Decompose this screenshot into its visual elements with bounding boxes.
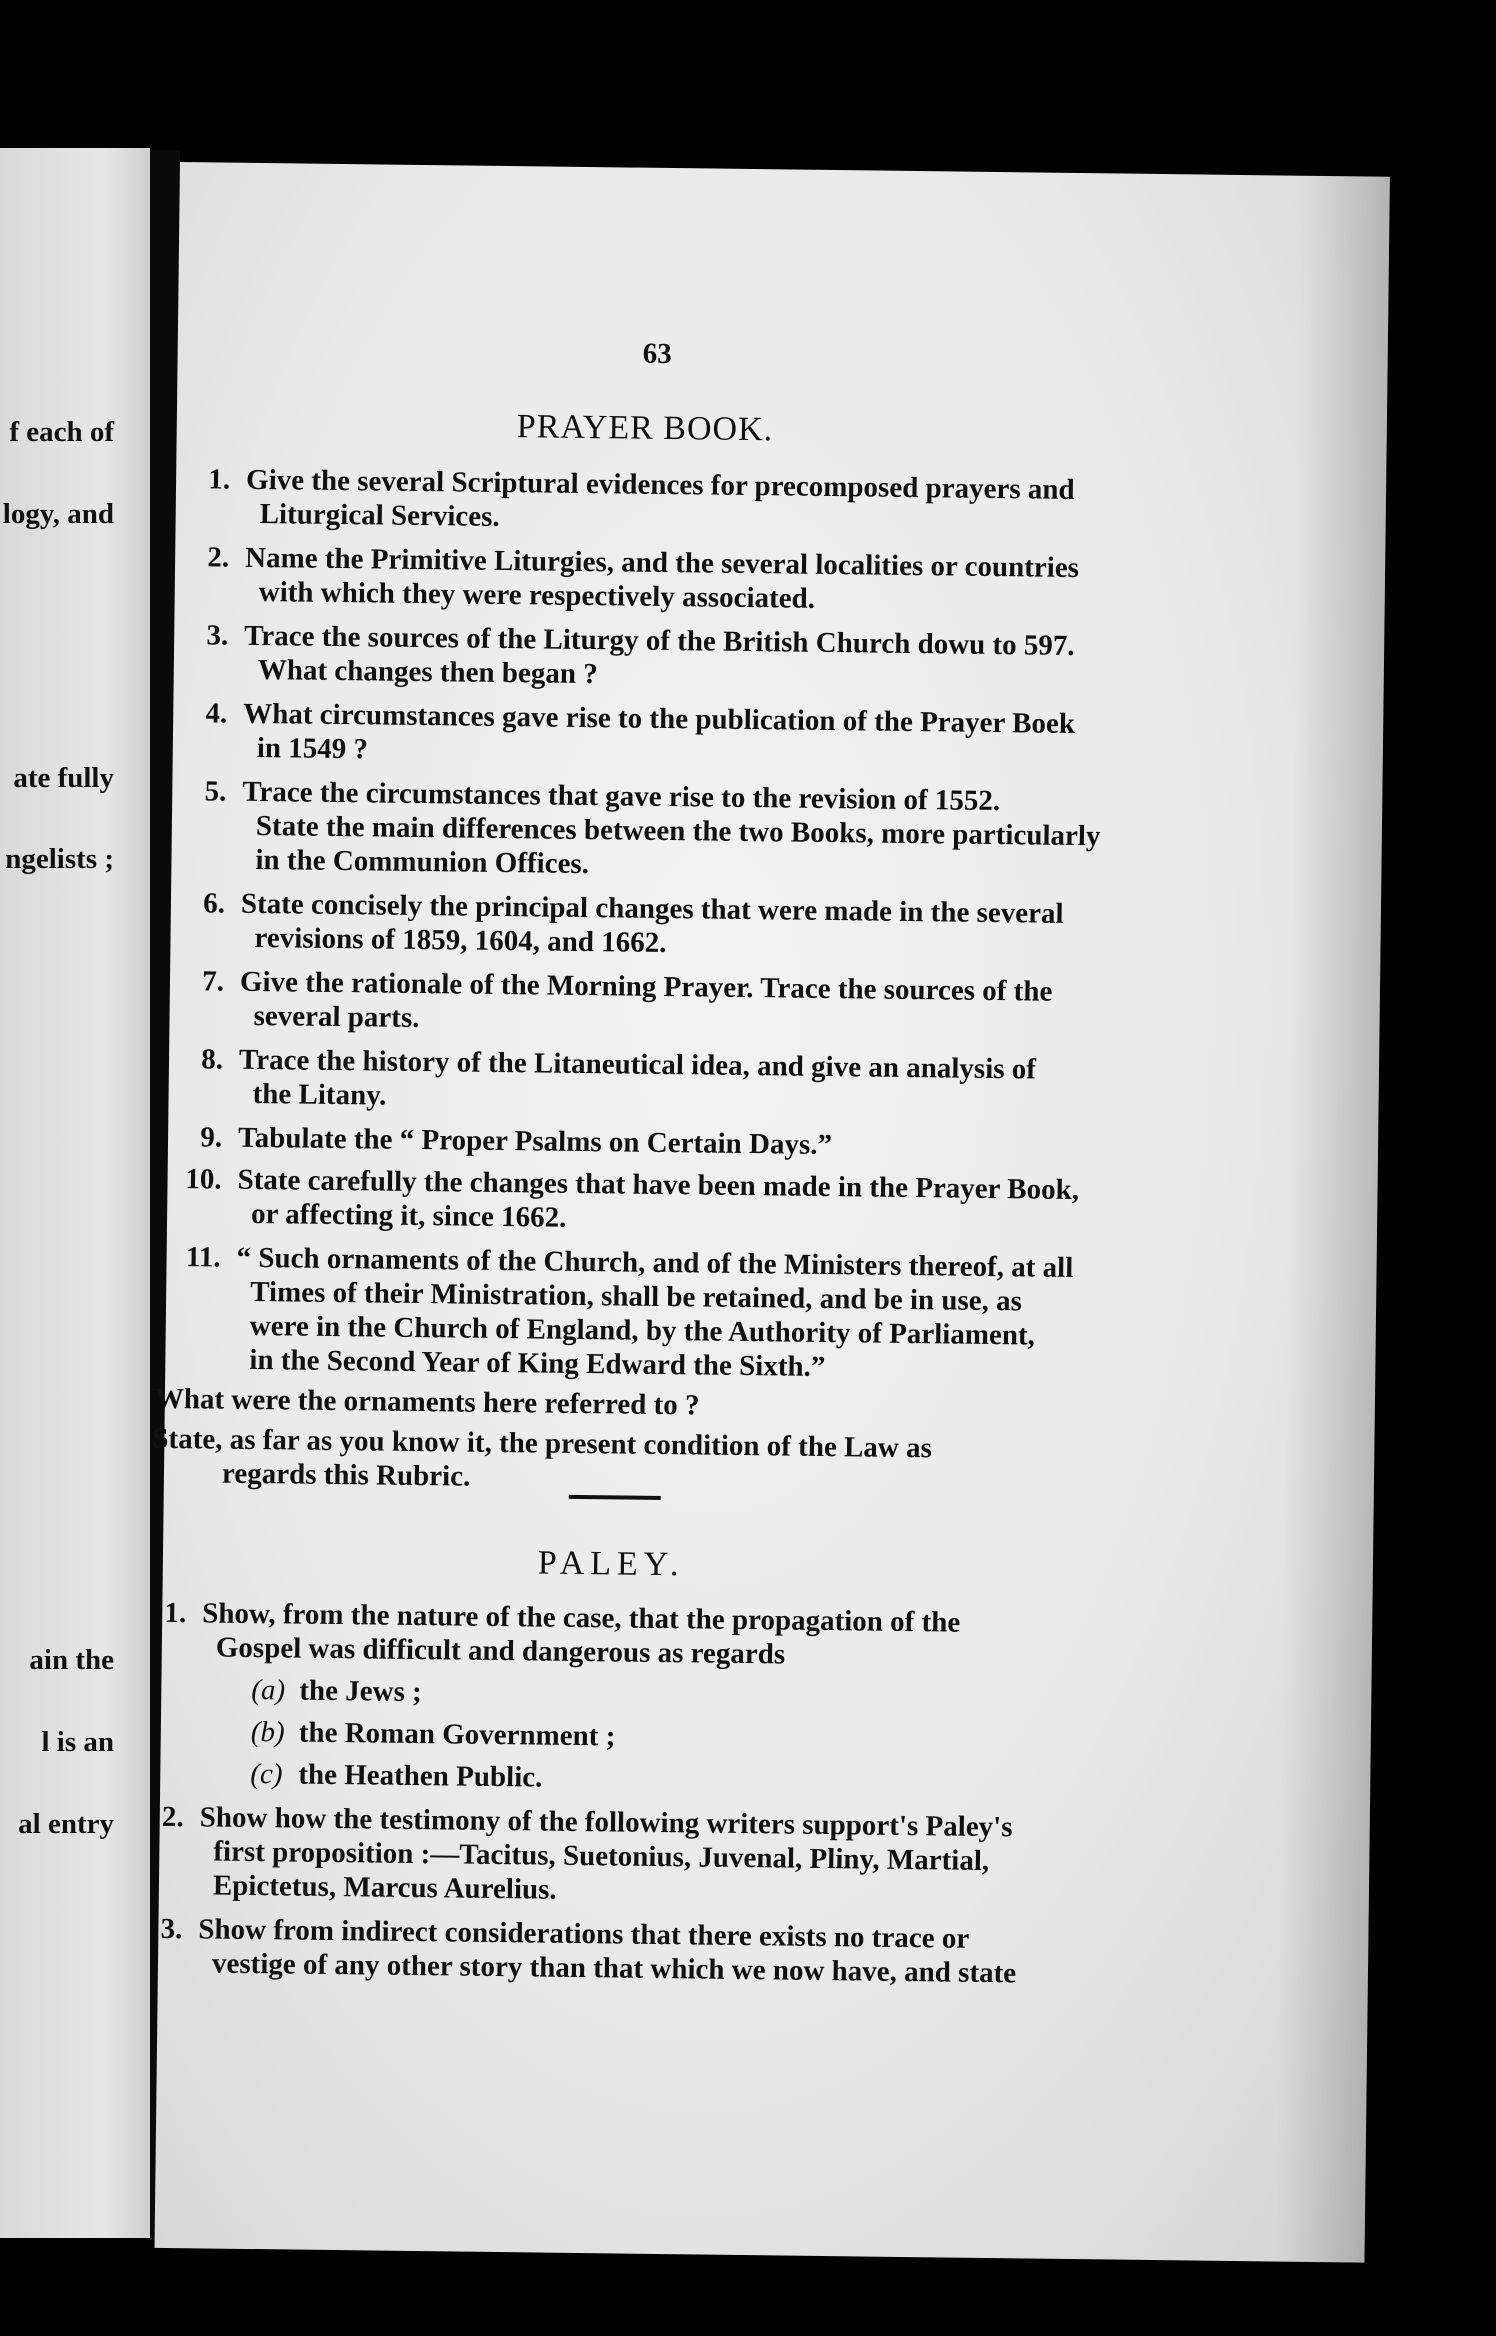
book-page (152, 162, 1390, 2263)
paley-sub-item (251, 1715, 616, 1753)
question-line: in the Second Year of King Edward the Sixth.” (249, 1343, 826, 1383)
prayer-book-question (178, 1120, 1103, 1165)
paley-sub-item (250, 1757, 542, 1795)
question-line: Trace the sources of the Liturgy of the British Church dowu to 597. (244, 619, 1075, 662)
question-line: several parts. (253, 999, 420, 1034)
sub-item-text: the Roman Government ; (298, 1716, 616, 1753)
question-line: What circumstances gave rise to the publication of the Prayer Boek (243, 697, 1076, 740)
question-number: 6. (202, 887, 226, 920)
question-line: What changes then began ? (257, 653, 598, 691)
question-number: 3. (160, 1912, 183, 1946)
paley-question (142, 1596, 1088, 1676)
question-number: 1. (164, 1596, 187, 1630)
question-line: the Litany. (252, 1077, 387, 1112)
question-line: Liturgical Services. (259, 498, 500, 533)
question-line: vestige of any other story than that which we now have, and state (211, 1947, 1017, 1990)
question-line: Give the rationale of the Morning Prayer. Trace the sources of the (239, 965, 1053, 1008)
question-line: State concisely the principal changes that were made in the several (240, 887, 1064, 930)
question-number: 2. (207, 541, 230, 574)
left-page-fragment: logy, and (2, 498, 114, 530)
question-number: 8. (201, 1043, 224, 1076)
question-line: Give the several Scriptural evidences for precomposed prayers and (245, 463, 1075, 506)
question-line: Trace the circumstances that gave rise to the revision of 1552. (242, 775, 1001, 818)
question-number: 11. (185, 1241, 221, 1274)
sub-item-text: the Jews ; (299, 1674, 422, 1709)
question-number: 2. (161, 1800, 184, 1834)
question-line: Show from indirect considerations that there exists no trace or (198, 1913, 970, 1955)
prayer-book-question (179, 964, 1105, 1043)
prayer-book-question (165, 1240, 1102, 1387)
question-number: 3. (206, 619, 229, 652)
paley-question (138, 1912, 1084, 1992)
sub-item-text: the Heathen Public. (298, 1758, 543, 1794)
prayer-book-question (185, 540, 1111, 619)
prayer-book-question (180, 886, 1106, 965)
prayer-book-question (184, 618, 1110, 697)
paley-sub-item (251, 1673, 422, 1709)
left-page-margin (0, 148, 150, 2238)
page-number: 63 (642, 337, 672, 371)
prayer-book-followup (155, 1382, 1115, 1428)
sub-item-label: (c) (250, 1757, 283, 1791)
question-line: Times of their Ministration, shall be retained, and be in use, as (250, 1275, 1023, 1318)
question-line: or affecting it, since 1662. (250, 1197, 567, 1234)
question-number: 10. (185, 1163, 222, 1196)
left-page-fragment: ate fully (13, 762, 114, 794)
question-number: 5. (204, 775, 227, 808)
prayer-book-followup (152, 1422, 1113, 1502)
left-page-fragment: l is an (41, 1726, 114, 1758)
question-line: with which they were respectively associated. (258, 575, 816, 615)
question-line: Show, from the nature of the case, that the propagation of the (202, 1597, 961, 1639)
left-page-fragment: al entry (18, 1808, 114, 1840)
question-line: “ Such ornaments of the Church, and of the Ministers thereof, at all (236, 1241, 1074, 1284)
question-number: 1. (208, 463, 231, 496)
question-number: 4. (205, 697, 228, 730)
prayer-book-question (178, 1042, 1104, 1121)
prayer-book-question (181, 774, 1107, 887)
left-page-fragment: f each of (9, 416, 114, 448)
followup-line: State, as far as you know it, the present condition of the Law as (152, 1422, 933, 1465)
question-line: State the main differences between the two Books, more particularly (255, 809, 1101, 853)
question-line: Show how the testimony of the following writers support's Paley's (199, 1801, 1013, 1844)
section-title-prayer-book: PRAYER BOOK. (516, 408, 774, 449)
question-line: first proposition :—Tacitus, Suetonius, Juvenal, Pliny, Martial, (213, 1835, 990, 1878)
sub-item-label: (b) (250, 1715, 285, 1749)
question-line: Epictetus, Marcus Aurelius. (212, 1869, 557, 1906)
left-page-fragment: ngelists ; (5, 843, 114, 875)
question-line: State carefully the changes that have been made in the Prayer Book, (237, 1163, 1080, 1207)
question-line: Name the Primitive Liturgies, and the several localities or countries (244, 541, 1080, 585)
question-number: 7. (202, 965, 225, 998)
question-line: in the Communion Offices. (255, 843, 590, 881)
question-line: were in the Church of England, by the Authority of Parliament, (249, 1309, 1036, 1352)
sub-item-label: (a) (251, 1673, 286, 1707)
question-number: 9. (200, 1121, 223, 1154)
followup-line: What were the ornaments here referred to ? (154, 1382, 700, 1422)
prayer-book-question (186, 462, 1112, 541)
left-page-fragment: ain the (29, 1644, 114, 1676)
question-line: revisions of 1859, 1604, and 1662. (254, 921, 667, 959)
question-line: Gospel was difficult and dangerous as regards (215, 1631, 786, 1671)
prayer-book-question (183, 696, 1109, 775)
paley-question (139, 1800, 1085, 1914)
section-title-paley: PALEY. (537, 1544, 685, 1584)
page-edge-shadow (1274, 176, 1389, 2263)
question-line: Trace the history of the Litaneutical idea, and give an analysis of (238, 1043, 1037, 1086)
section-divider (569, 1495, 661, 1500)
question-line: in 1549 ? (256, 731, 369, 766)
prayer-book-question (167, 1162, 1093, 1241)
followup-line: regards this Rubric. (221, 1457, 471, 1493)
question-line: Tabulate the “ Proper Psalms on Certain Days.” (237, 1121, 833, 1162)
